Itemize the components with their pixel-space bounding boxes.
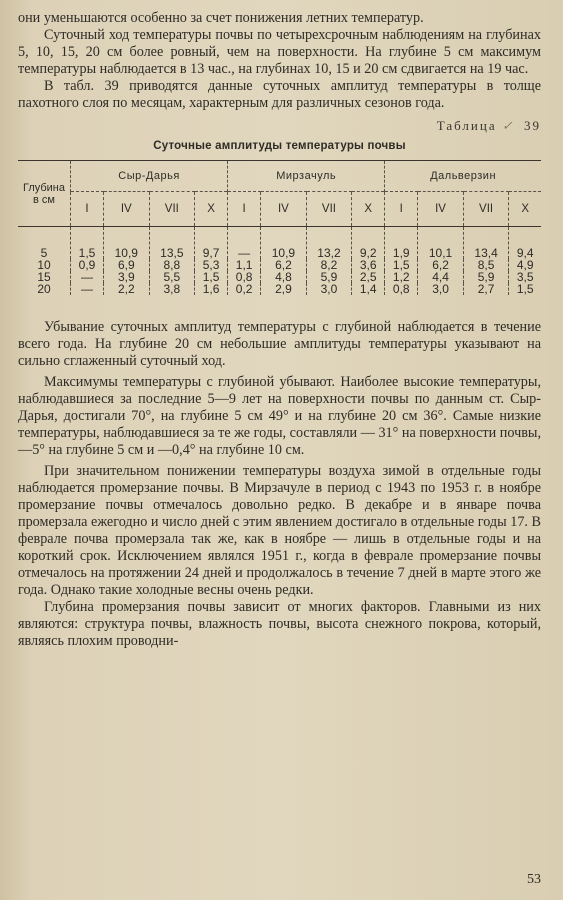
value-cell: 1,1 — [228, 259, 261, 271]
top-text — [18, 10, 541, 112]
value-cell: 8,8 — [149, 259, 195, 271]
value-cell: 13,5 — [149, 227, 195, 260]
value-cell: 5,5 — [149, 271, 195, 283]
value-cell: 4,4 — [418, 271, 464, 283]
value-cell: 3,9 — [104, 271, 150, 283]
paragraph: они уменьшаются особенно за счет понижения летних температур. — [18, 10, 424, 26]
value-cell: — — [228, 227, 261, 260]
value-cell: 9,2 — [352, 227, 385, 260]
value-cell: 13,2 — [306, 227, 352, 260]
value-cell: 1,4 — [352, 283, 385, 295]
value-cell: 1,9 — [385, 227, 418, 260]
depth-header — [18, 161, 71, 227]
month-header: X — [509, 192, 541, 227]
station-header: Мирзачуль — [228, 161, 385, 192]
month-header: I — [71, 192, 104, 227]
value-cell: 1,2 — [385, 271, 418, 283]
value-cell: 13,4 — [463, 227, 509, 260]
pencil-mark-icon: ✓ — [501, 118, 513, 133]
value-cell: 5,9 — [463, 271, 509, 283]
station-header: Сыр-Дарья — [71, 161, 228, 192]
month-header: VII — [463, 192, 509, 227]
depth-cell: 10 — [37, 258, 51, 272]
depth-cell: 5 — [40, 246, 48, 260]
paragraph: Суточный ход температуры почвы по четырехсрочным наблюдениям на глубинах 5, 10, 15, 20 см более ровный, чем на поверхности. На глубине 5 см максимум температуры наблюдается в 13 час., на глубинах 10, 15 и 20 см сдвигается на 19 час. — [18, 27, 541, 77]
month-header: X — [195, 192, 228, 227]
value-cell: 3,8 — [149, 283, 195, 295]
value-cell: 6,2 — [418, 259, 464, 271]
depth-header-line: Глубина — [22, 181, 66, 194]
paragraph: Глубина промерзания почвы зависит от многих факторов. Главными из них являются: структура почвы, влажность почвы, высота снежного покрова, который, являясь плохим проводни- — [18, 599, 541, 649]
month-header: X — [352, 192, 385, 227]
value-cell: — — [71, 271, 104, 283]
paragraph: Максимумы температуры с глубиной убывают. Наиболее высокие температуры, наблюдавшиеся за последние 5—9 лет на поверхности почвы по данным ст. Сыр-Дарья, достигали 70°, на глубине 5 см 49° и на глубине 20 см 36°. Самые низкие температуры, наблюдавшиеся за те же годы, составляли — 31° на поверхности почвы, —5° на глубине 5 см и —0,4° на глубине 10 см. — [18, 374, 541, 458]
month-header: VII — [149, 192, 195, 227]
value-cell: 8,2 — [306, 259, 352, 271]
value-cell: 5,9 — [306, 271, 352, 283]
page-number: 53 — [527, 872, 541, 887]
value-cell: 6,9 — [104, 259, 150, 271]
value-cell: 5,3 — [195, 259, 228, 271]
table-number-value: 39 — [524, 118, 541, 133]
value-cell: 9,7 — [195, 227, 228, 260]
value-cell: 0,9 — [71, 259, 104, 271]
value-cell: 10,9 — [261, 227, 307, 260]
value-cell: 3,6 — [352, 259, 385, 271]
amplitude-table — [18, 160, 541, 295]
paragraph: В табл. 39 приводятся данные суточных амплитуд температуры в толще пахотного слоя по месяцам, характерным для различных сезонов года. — [18, 78, 541, 111]
value-cell: 4,9 — [509, 259, 541, 271]
table-row — [18, 227, 541, 260]
month-header: IV — [261, 192, 307, 227]
table-label: Таблица — [436, 118, 497, 133]
value-cell: 0,2 — [228, 283, 261, 295]
value-cell: 1,5 — [195, 271, 228, 283]
value-cell: 10,1 — [418, 227, 464, 260]
value-cell: 1,6 — [195, 283, 228, 295]
value-cell: 2,9 — [261, 283, 307, 295]
value-cell: 4,8 — [261, 271, 307, 283]
month-header: IV — [418, 192, 464, 227]
bottom-text — [18, 319, 541, 650]
value-cell: 3,5 — [509, 271, 541, 283]
depth-cell: 15 — [37, 270, 51, 284]
table-number — [18, 118, 541, 134]
month-header: I — [385, 192, 418, 227]
value-cell: 2,2 — [104, 283, 150, 295]
value-cell: 1,5 — [509, 283, 541, 295]
value-cell: 1,5 — [385, 259, 418, 271]
value-cell: 2,5 — [352, 271, 385, 283]
spacer — [18, 295, 541, 319]
station-header: Дальверзин — [385, 161, 541, 192]
value-cell: 1,5 — [71, 227, 104, 260]
month-header: VII — [306, 192, 352, 227]
value-cell: 0,8 — [228, 271, 261, 283]
table-row — [18, 283, 541, 295]
value-cell: 3,0 — [306, 283, 352, 295]
value-cell: — — [71, 283, 104, 295]
table-title: Суточные амплитуды температуры почвы — [153, 140, 406, 152]
month-header: I — [228, 192, 261, 227]
value-cell: 6,2 — [261, 259, 307, 271]
depth-header-unit: в см — [33, 193, 55, 206]
value-cell: 3,0 — [418, 283, 464, 295]
depth-cell: 20 — [37, 282, 51, 296]
value-cell: 0,8 — [385, 283, 418, 295]
value-cell: 9,4 — [509, 227, 541, 260]
value-cell: 8,5 — [463, 259, 509, 271]
value-cell: 10,9 — [104, 227, 150, 260]
paragraph: При значительном понижении температуры воздуха зимой в отдельные годы наблюдается промерзание почвы. В Мирзачуле в период с 1943 по 1953 г. в ноябре промерзание почвы отмечалось довольно редко. В декабре и в январе почва промерзала ежегодно и число дней с этим явлением достигало в отдельные годы 17. В феврале почва промерзала так же, как в ноябре — лишь в отдельные годы и на короткий срок. Исключением являлся 1951 г., когда в феврале промерзание почвы отмечалось на протяжении 24 дней и продолжалось в течение 7 дней в марте этого же года. Однако такие холодные весны очень редки. — [18, 463, 541, 598]
month-header: IV — [104, 192, 150, 227]
value-cell: 2,7 — [463, 283, 509, 295]
paragraph: Убывание суточных амплитуд температуры с глубиной наблюдается в течение всего года. На глубине 20 см небольшие амплитуды температуры указывают на сильно сглаженный суточный ход. — [18, 319, 541, 369]
